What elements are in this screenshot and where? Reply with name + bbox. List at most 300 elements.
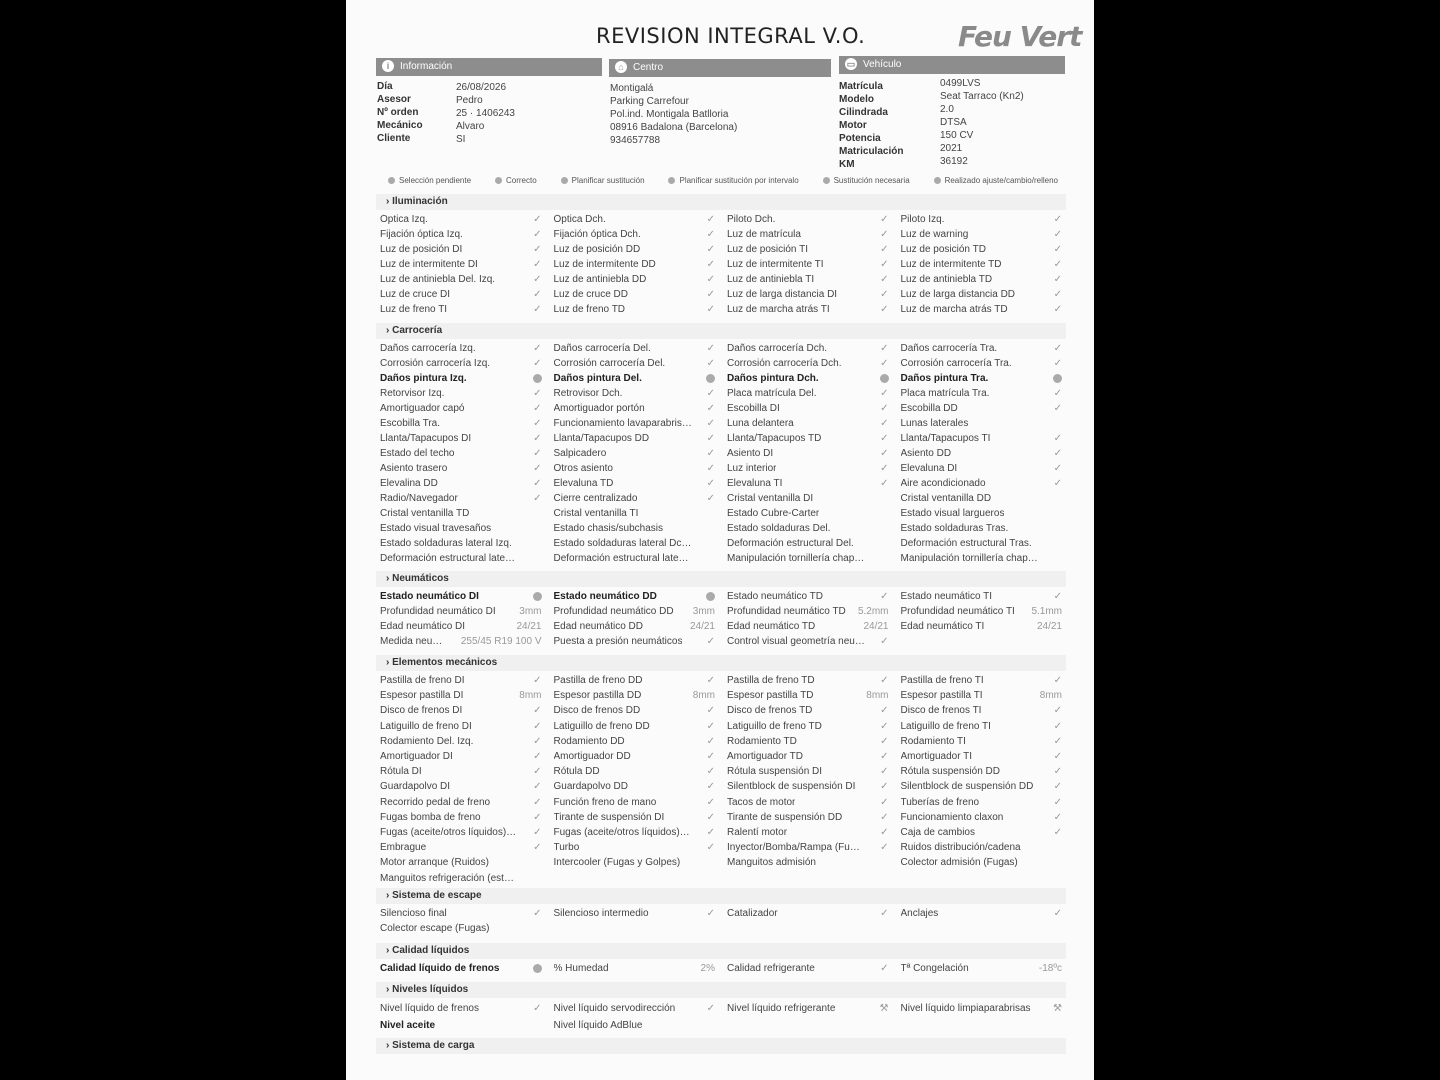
check-item — [901, 431, 1063, 446]
check-item-label: Estado neumático TI — [900, 591, 993, 602]
check-item-label: % Humedad — [553, 963, 609, 974]
check-item-label: Amortiguador capó — [380, 403, 465, 414]
check-icon: ✓ — [880, 781, 889, 793]
status-pending-icon — [533, 964, 542, 973]
check-item — [901, 688, 1063, 703]
centro-bar-label: Centro — [633, 62, 664, 73]
check-item-label: Luz de posición TD — [900, 244, 986, 255]
centro-line: 934657788 — [610, 135, 661, 146]
check-icon: ✓ — [880, 591, 889, 602]
check-icon: ✓ — [880, 463, 889, 474]
check-item — [380, 302, 542, 317]
check-item — [380, 870, 542, 885]
check-item-label: Llanta/Tapacupos DD — [553, 433, 650, 444]
check-item-label: Llanta/Tapacupos TI — [900, 433, 991, 444]
section-title: Carrocería — [392, 325, 443, 336]
check-item-label: Guardapolvo DI — [380, 781, 451, 793]
check-item — [727, 688, 889, 703]
info-value: Pedro — [456, 95, 483, 106]
check-item-label: Luz de larga distancia DI — [727, 289, 838, 300]
section-grid — [380, 673, 1062, 886]
tools-icon: ⚒ — [1053, 1003, 1062, 1014]
check-item — [727, 673, 889, 688]
check-item — [727, 1000, 889, 1017]
check-item — [727, 749, 889, 764]
check-item-label: Luz de warning — [900, 229, 969, 240]
check-item — [901, 371, 1063, 386]
check-item-label: Tuberías de freno — [900, 796, 980, 808]
check-icon: ✓ — [533, 358, 542, 369]
vehiculo-value: 2.0 — [940, 104, 954, 115]
check-item — [901, 589, 1063, 604]
check-item-value: 8mm — [866, 690, 889, 702]
check-item-label: Calidad refrigerante — [727, 963, 815, 974]
check-icon: ✓ — [706, 463, 715, 474]
check-icon: ✓ — [706, 433, 715, 444]
check-item-label: Rodamiento Del. Izq. — [380, 735, 474, 747]
check-item-value: 2% — [700, 963, 715, 974]
check-icon: ✓ — [880, 229, 889, 240]
info-value: 25 · 1406243 — [456, 108, 515, 119]
chevron-right-icon: › — [386, 890, 393, 901]
status-pending-icon — [533, 374, 542, 383]
check-item-label: Caja de cambios — [900, 826, 975, 838]
check-item — [380, 386, 542, 401]
check-item — [727, 825, 889, 840]
check-item — [554, 703, 716, 718]
check-item-label: Corrosión carrocería Tra. — [900, 358, 1012, 369]
vehiculo-label: Motor — [839, 120, 867, 131]
check-icon: ✓ — [533, 463, 542, 474]
check-item-label: Funcionamiento claxon — [900, 811, 1004, 823]
check-item-label: Edad neumático TI — [900, 621, 985, 632]
check-item-label: Nivel líquido AdBlue — [553, 1020, 643, 1031]
check-icon: ✓ — [706, 766, 715, 778]
check-item-label: Luz de antiniebla TI — [727, 274, 815, 285]
check-icon: ✓ — [880, 963, 889, 974]
check-item — [554, 287, 716, 302]
check-item-value: 8mm — [1039, 690, 1062, 702]
check-icon: ✓ — [1053, 766, 1062, 778]
check-item-label: Estado Cubre-Carter — [727, 508, 820, 519]
vehiculo-label: Potencia — [839, 133, 881, 144]
check-item — [554, 521, 716, 536]
check-item-label: Rótula suspensión DI — [727, 766, 823, 778]
check-item-value: 5.2mm — [857, 606, 889, 617]
chevron-right-icon: › — [386, 196, 393, 207]
check-item-label: Fijación óptica Izq. — [380, 229, 463, 240]
check-item-label: Estado visual largueros — [900, 508, 1005, 519]
check-icon: ✓ — [533, 403, 542, 414]
check-item — [380, 840, 542, 855]
check-item-label: Elevalina DD — [380, 478, 438, 489]
check-icon: ✓ — [880, 358, 889, 369]
info-value: 26/08/2026 — [456, 82, 507, 93]
check-item — [727, 795, 889, 810]
check-item-label: Fijación óptica Dch. — [553, 229, 641, 240]
check-item — [554, 551, 716, 566]
check-icon: ✓ — [880, 418, 889, 429]
check-item-label: Luz de intermitente DD — [553, 259, 656, 270]
check-item — [380, 212, 542, 227]
check-icon: ✓ — [706, 493, 715, 504]
check-icon: ✓ — [706, 796, 715, 808]
check-item — [554, 416, 716, 431]
section-header — [376, 323, 1066, 339]
check-item — [727, 476, 889, 491]
info-label: Asesor — [377, 94, 411, 105]
vehiculo-label: Matriculación — [839, 146, 904, 157]
section-header — [376, 982, 1066, 998]
check-item — [901, 506, 1063, 521]
check-icon: ✓ — [533, 304, 542, 315]
check-item — [727, 272, 889, 287]
check-icon: ✓ — [1053, 781, 1062, 793]
check-item — [380, 604, 542, 619]
check-icon: ✓ — [533, 259, 542, 270]
check-icon: ✓ — [1053, 358, 1062, 369]
check-item-label: Fugas bomba de freno — [380, 811, 481, 823]
check-item-label: Aire acondicionado — [900, 478, 986, 489]
centro-line: 08916 Badalona (Barcelona) — [610, 122, 738, 133]
check-item — [554, 1017, 716, 1034]
check-item-value: 5.1mm — [1031, 606, 1062, 617]
check-icon: ✓ — [1053, 433, 1062, 444]
check-icon: ✓ — [880, 735, 889, 747]
info-label: Día — [377, 81, 393, 92]
check-item-value: 3mm — [692, 606, 715, 617]
check-icon: ✓ — [880, 705, 889, 717]
check-item — [901, 302, 1063, 317]
check-item-label: Luz de cruce DD — [553, 289, 628, 300]
check-item — [380, 619, 542, 634]
check-item — [380, 341, 542, 356]
check-item — [554, 446, 716, 461]
info-value: SI — [456, 134, 466, 145]
check-item — [554, 921, 716, 936]
check-item — [380, 506, 542, 521]
check-icon: ✓ — [533, 244, 542, 255]
check-item — [727, 840, 889, 855]
check-item — [727, 242, 889, 257]
check-item — [554, 272, 716, 287]
check-icon: ✓ — [706, 735, 715, 747]
check-icon: ✓ — [880, 403, 889, 414]
status-dot-icon — [495, 177, 502, 184]
check-item-label: Embrague — [380, 842, 427, 854]
status-legend — [388, 176, 1058, 185]
check-item — [554, 673, 716, 688]
check-item-label: Silencioso intermedio — [553, 908, 649, 919]
check-item — [901, 719, 1063, 734]
check-icon: ✓ — [880, 811, 889, 823]
check-item — [901, 551, 1063, 566]
check-item — [380, 551, 542, 566]
vehiculo-label: Cilindrada — [839, 107, 888, 118]
legend-item: Correcto — [495, 176, 537, 185]
check-item-label: Daños carrocería Tra. — [900, 343, 998, 354]
check-icon: ✓ — [1053, 751, 1062, 763]
check-item — [380, 356, 542, 371]
check-item-label: Funcionamiento lavaparabris… — [553, 418, 692, 429]
check-item — [727, 921, 889, 936]
check-item — [901, 272, 1063, 287]
check-item — [554, 491, 716, 506]
check-item-label: Luz de freno TD — [553, 304, 626, 315]
check-item — [901, 855, 1063, 870]
check-icon: ✓ — [1053, 826, 1062, 838]
check-item-label: Asiento DI — [727, 448, 774, 459]
check-icon: ✓ — [533, 751, 542, 763]
check-item-label: Deformación estructural late… — [380, 553, 516, 564]
check-icon: ✓ — [1053, 304, 1062, 315]
check-icon: ✓ — [880, 796, 889, 808]
check-item-label: Nivel líquido limpiaparabrisas — [900, 1003, 1031, 1014]
check-item — [380, 703, 542, 718]
check-item-label: Cristal ventanilla DD — [900, 493, 992, 504]
section-grid — [380, 906, 1062, 936]
check-item-label: Luz de larga distancia DD — [900, 289, 1016, 300]
vehiculo-value: 2021 — [940, 143, 963, 154]
check-item — [380, 673, 542, 688]
check-item-value: 8mm — [692, 690, 715, 702]
check-item — [901, 401, 1063, 416]
check-item — [380, 272, 542, 287]
check-item — [380, 734, 542, 749]
chevron-right-icon: › — [386, 984, 393, 995]
check-item — [380, 589, 542, 604]
check-icon: ✓ — [880, 304, 889, 315]
check-icon: ✓ — [1053, 811, 1062, 823]
check-icon: ✓ — [533, 908, 542, 919]
check-item — [554, 855, 716, 870]
home-icon: ⌂ — [615, 61, 627, 73]
check-item-label: Estado soldaduras lateral Izq. — [380, 538, 512, 549]
check-icon: ✓ — [533, 493, 542, 504]
check-icon: ✓ — [1053, 388, 1062, 399]
info-label: Mecánico — [377, 120, 423, 131]
check-icon: ✓ — [706, 675, 715, 687]
check-item — [380, 446, 542, 461]
check-item — [727, 446, 889, 461]
check-item — [380, 906, 542, 921]
check-item — [901, 356, 1063, 371]
check-item — [380, 1000, 542, 1017]
check-item-label: Espesor pastilla TI — [900, 690, 983, 702]
check-item — [727, 703, 889, 718]
legend-item: Sustitución necesaria — [823, 176, 910, 185]
check-item-label: Edad neumático TD — [727, 621, 816, 632]
check-icon: ✓ — [706, 705, 715, 717]
check-item — [554, 341, 716, 356]
info-label: Nº orden — [377, 107, 419, 118]
check-item — [901, 906, 1063, 921]
check-item-label: Colector admisión (Fugas) — [900, 857, 1018, 869]
check-icon: ✓ — [1053, 274, 1062, 285]
check-item — [554, 257, 716, 272]
check-item — [727, 589, 889, 604]
check-item — [727, 764, 889, 779]
check-icon: ✓ — [533, 448, 542, 459]
check-item — [901, 825, 1063, 840]
section-title: Neumáticos — [392, 573, 449, 584]
legend-item: Planificar sustitución por intervalo — [668, 176, 798, 185]
vehiculo-bar — [839, 56, 1065, 74]
check-icon: ✓ — [533, 289, 542, 300]
check-icon: ✓ — [533, 720, 542, 732]
check-item — [901, 795, 1063, 810]
check-item-label: Anclajes — [900, 908, 939, 919]
check-icon: ✓ — [533, 433, 542, 444]
check-icon: ✓ — [706, 274, 715, 285]
check-item — [554, 634, 716, 649]
check-item-label: Edad neumático DD — [553, 621, 643, 632]
check-item — [380, 688, 542, 703]
check-icon: ✓ — [880, 259, 889, 270]
legend-item: Realizado ajuste/cambio/relleno — [934, 176, 1058, 185]
check-icon: ✓ — [706, 842, 715, 854]
check-item — [554, 302, 716, 317]
check-item-value: 3mm — [519, 606, 542, 617]
check-item-label: Edad neumático DI — [380, 621, 466, 632]
legend-item: Planificar sustitución — [561, 176, 645, 185]
check-icon: ✓ — [880, 448, 889, 459]
check-icon: ✓ — [1053, 343, 1062, 354]
check-item-label: Disco de frenos TI — [900, 705, 982, 717]
check-icon: ✓ — [706, 826, 715, 838]
check-item-label: Retrovisor Dch. — [553, 388, 623, 399]
check-item-label: Espesor pastilla DD — [553, 690, 642, 702]
check-item — [901, 416, 1063, 431]
check-item-label: Luz de marcha atrás TD — [900, 304, 1008, 315]
check-item-value: 24/21 — [516, 621, 542, 632]
check-item — [901, 536, 1063, 551]
check-item — [901, 461, 1063, 476]
status-pending-icon — [706, 592, 715, 601]
check-item-value: 24/21 — [863, 621, 889, 632]
check-item — [727, 634, 889, 649]
check-item — [901, 1000, 1063, 1017]
check-item-label: Amortiguador DD — [553, 751, 631, 763]
check-item-label: Deformación estructural Del. — [727, 538, 854, 549]
check-item-label: Silentblock de suspensión DD — [900, 781, 1034, 793]
check-item — [380, 461, 542, 476]
check-icon: ✓ — [706, 388, 715, 399]
check-item-label: Daños pintura Izq. — [380, 373, 467, 384]
check-item — [727, 779, 889, 794]
check-item — [554, 795, 716, 810]
check-item — [380, 749, 542, 764]
check-item-label: Intercooler (Fugas y Golpes) — [553, 857, 681, 869]
check-item-label: Disco de frenos DI — [380, 705, 463, 717]
info-bar — [376, 58, 602, 76]
status-dot-icon — [823, 177, 830, 184]
check-icon: ✓ — [533, 343, 542, 354]
check-icon: ✓ — [1053, 463, 1062, 474]
check-item — [727, 401, 889, 416]
info-labels — [377, 80, 423, 145]
inspection-sheet — [346, 0, 1094, 1080]
check-icon: ✓ — [533, 1003, 542, 1014]
check-icon: ✓ — [1053, 720, 1062, 732]
check-icon: ✓ — [533, 766, 542, 778]
check-icon: ✓ — [706, 214, 715, 225]
check-item-label: Medida neu… — [380, 636, 443, 647]
check-icon: ✓ — [1053, 403, 1062, 414]
check-item — [380, 855, 542, 870]
check-icon: ✓ — [533, 214, 542, 225]
check-icon: ✓ — [880, 751, 889, 763]
check-item-label: Silencioso final — [380, 908, 447, 919]
section-grid — [380, 1000, 1062, 1034]
check-icon: ✓ — [1053, 448, 1062, 459]
check-item-label: Piloto Dch. — [727, 214, 776, 225]
check-item — [554, 749, 716, 764]
check-item-label: Luz de matrícula — [727, 229, 801, 240]
check-item-label: Corrosión carrocería Izq. — [380, 358, 491, 369]
check-item-label: Manguitos refrigeración (est… — [380, 872, 514, 884]
check-item-label: Estado chasis/subchasis — [553, 523, 664, 534]
check-item-label: Cierre centralizado — [553, 493, 638, 504]
check-item — [554, 734, 716, 749]
check-icon: ✓ — [880, 908, 889, 919]
check-icon: ✓ — [1053, 229, 1062, 240]
vehiculo-label: KM — [839, 159, 855, 170]
status-pending-icon — [880, 374, 889, 383]
status-dot-icon — [668, 177, 675, 184]
check-item — [554, 242, 716, 257]
check-icon: ✓ — [706, 244, 715, 255]
section-header — [376, 194, 1066, 210]
check-item — [380, 810, 542, 825]
check-item — [727, 257, 889, 272]
check-icon: ✓ — [706, 781, 715, 793]
check-item — [380, 825, 542, 840]
check-item-label: Placa matrícula Del. — [727, 388, 817, 399]
check-item-label: Óptica Dch. — [553, 214, 606, 225]
check-item — [727, 604, 889, 619]
check-item — [380, 287, 542, 302]
check-item — [380, 257, 542, 272]
vehiculo-bar-label: Vehículo — [863, 59, 902, 70]
check-item-value: 8mm — [519, 690, 542, 702]
check-item — [727, 302, 889, 317]
chevron-right-icon: › — [386, 1040, 393, 1051]
check-icon: ✓ — [1053, 908, 1062, 919]
check-item — [554, 1000, 716, 1017]
check-item-label: Daños carrocería Dch. — [727, 343, 828, 354]
check-item-label: Calidad líquido de frenos — [380, 963, 500, 974]
check-item — [727, 491, 889, 506]
check-item-label: Amortiguador DI — [380, 751, 453, 763]
check-icon: ✓ — [706, 720, 715, 732]
check-item — [901, 287, 1063, 302]
check-item-label: Profundidad neumático TI — [900, 606, 1015, 617]
check-item-label: Estado soldaduras Tras. — [900, 523, 1009, 534]
check-item — [901, 341, 1063, 356]
check-item-label: Cristal ventanilla DI — [727, 493, 814, 504]
check-item — [901, 840, 1063, 855]
check-icon: ✓ — [706, 259, 715, 270]
chevron-right-icon: › — [386, 325, 393, 336]
check-item-label: Luz de intermitente TD — [900, 259, 1002, 270]
check-icon: ✓ — [880, 636, 889, 647]
check-icon: ✓ — [533, 675, 542, 687]
check-item-label: Nivel líquido refrigerante — [727, 1003, 836, 1014]
check-item — [554, 825, 716, 840]
section-title: Sistema de carga — [392, 1040, 475, 1051]
check-item — [727, 341, 889, 356]
